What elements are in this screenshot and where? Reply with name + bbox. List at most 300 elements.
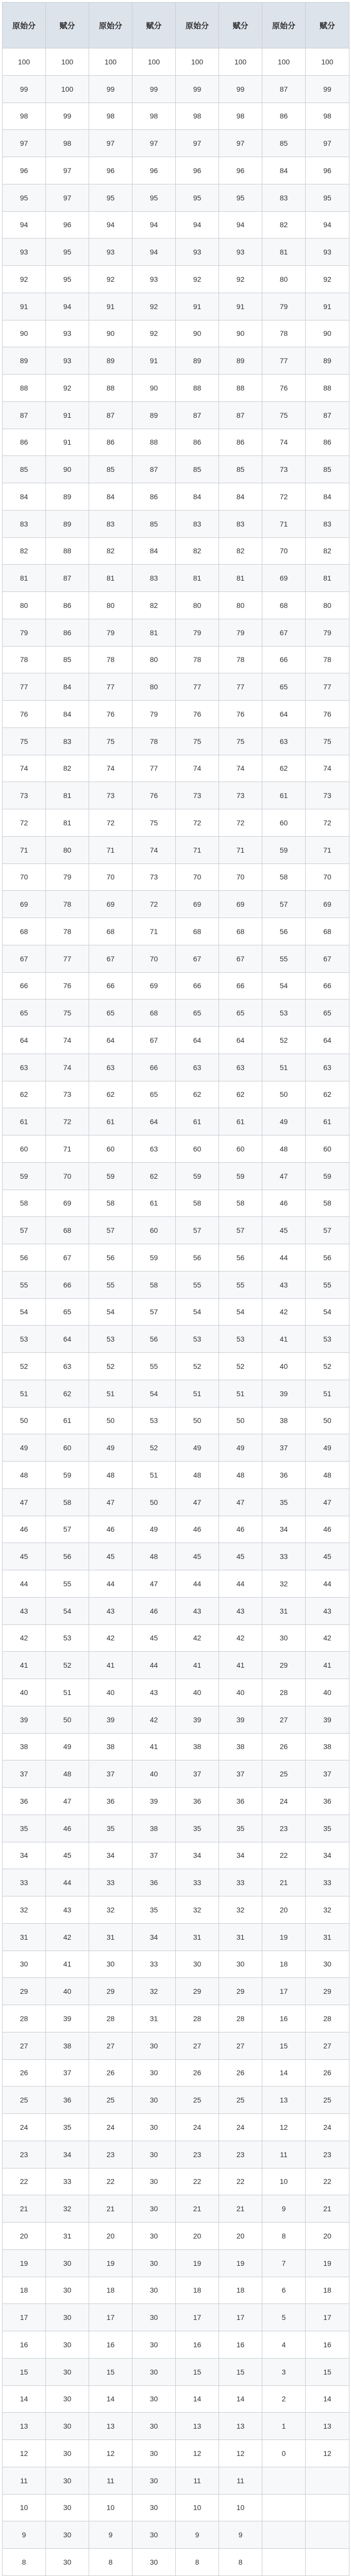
table-cell: 80 bbox=[132, 673, 176, 701]
table-row bbox=[3, 537, 349, 565]
table-cell: 25 bbox=[89, 2087, 132, 2114]
table-cell: 70 bbox=[3, 863, 46, 891]
table-cell: 77 bbox=[306, 673, 349, 701]
table-cell: 42 bbox=[89, 1624, 132, 1652]
table-cell: 88 bbox=[89, 375, 132, 402]
table-cell: 73 bbox=[89, 782, 132, 809]
table-cell: 72 bbox=[262, 483, 306, 511]
table-cell: 41 bbox=[262, 1326, 306, 1353]
table-cell: 44 bbox=[176, 1570, 219, 1598]
table-cell: 46 bbox=[262, 1190, 306, 1217]
table-row bbox=[3, 510, 349, 537]
table-cell: 30 bbox=[132, 2223, 176, 2250]
table-cell: 81 bbox=[46, 809, 89, 837]
table-row bbox=[3, 863, 349, 891]
table-cell: 13 bbox=[306, 2413, 349, 2440]
table-cell: 13 bbox=[3, 2413, 46, 2440]
table-cell: 83 bbox=[176, 510, 219, 537]
table-cell: 67 bbox=[46, 1244, 89, 1272]
table-cell: 46 bbox=[176, 1516, 219, 1543]
table-cell: 82 bbox=[262, 211, 306, 239]
table-row bbox=[3, 239, 349, 266]
table-cell: 81 bbox=[306, 565, 349, 592]
table-cell: 11 bbox=[3, 2467, 46, 2494]
table-cell: 36 bbox=[3, 1788, 46, 1815]
table-cell: 37 bbox=[176, 1760, 219, 1788]
table-cell: 15 bbox=[89, 2358, 132, 2385]
table-cell: 35 bbox=[306, 1815, 349, 1842]
header-cell-raw-score-1: 原始分 bbox=[3, 3, 46, 48]
table-cell: 28 bbox=[3, 2005, 46, 2032]
table-cell: 11 bbox=[176, 2467, 219, 2494]
table-cell: 30 bbox=[3, 1951, 46, 1978]
table-cell: 96 bbox=[46, 211, 89, 239]
table-cell: 79 bbox=[262, 293, 306, 320]
table-cell: 93 bbox=[219, 239, 262, 266]
header-cell-raw-score-4: 原始分 bbox=[262, 3, 306, 48]
table-row bbox=[3, 1244, 349, 1272]
table-cell: 48 bbox=[176, 1462, 219, 1489]
table-cell: 18 bbox=[219, 2277, 262, 2304]
table-cell: 61 bbox=[306, 1108, 349, 1136]
table-cell: 84 bbox=[132, 537, 176, 565]
table-cell: 49 bbox=[46, 1733, 89, 1760]
header-cell-assigned-score-2: 赋分 bbox=[132, 3, 176, 48]
table-cell: 41 bbox=[306, 1652, 349, 1679]
table-cell: 57 bbox=[89, 1217, 132, 1244]
table-cell: 77 bbox=[132, 755, 176, 782]
table-row bbox=[3, 1488, 349, 1516]
table-cell: 15 bbox=[176, 2358, 219, 2385]
table-cell: 95 bbox=[176, 184, 219, 211]
table-cell: 39 bbox=[46, 2005, 89, 2032]
table-cell: 33 bbox=[306, 1869, 349, 1896]
table-cell: 83 bbox=[219, 510, 262, 537]
table-cell: 26 bbox=[262, 1733, 306, 1760]
table-cell: 50 bbox=[89, 1407, 132, 1434]
table-cell: 57 bbox=[3, 1217, 46, 1244]
table-cell: 66 bbox=[89, 972, 132, 999]
table-cell: 37 bbox=[132, 1842, 176, 1869]
table-cell: 43 bbox=[306, 1597, 349, 1624]
table-cell: 34 bbox=[262, 1516, 306, 1543]
table-cell: 69 bbox=[89, 891, 132, 918]
table-cell: 69 bbox=[306, 891, 349, 918]
table-cell: 37 bbox=[3, 1760, 46, 1788]
table-cell: 58 bbox=[306, 1190, 349, 1217]
table-cell: 76 bbox=[46, 972, 89, 999]
table-cell: 75 bbox=[219, 727, 262, 755]
table-cell: 45 bbox=[132, 1624, 176, 1652]
table-cell: 31 bbox=[306, 1923, 349, 1951]
table-cell: 30 bbox=[262, 1624, 306, 1652]
table-cell: 23 bbox=[89, 2141, 132, 2168]
table-cell: 84 bbox=[262, 157, 306, 184]
table-cell: 57 bbox=[176, 1217, 219, 1244]
table-cell: 78 bbox=[306, 646, 349, 673]
table-row bbox=[3, 483, 349, 511]
table-cell: 30 bbox=[132, 2304, 176, 2331]
table-cell: 65 bbox=[219, 999, 262, 1027]
table-cell: 52 bbox=[262, 1027, 306, 1054]
table-cell: 92 bbox=[219, 266, 262, 293]
table-cell: 50 bbox=[46, 1706, 89, 1733]
table-cell: 56 bbox=[132, 1326, 176, 1353]
table-cell: 12 bbox=[306, 2440, 349, 2467]
table-cell: 70 bbox=[46, 1162, 89, 1190]
table-cell: 78 bbox=[262, 320, 306, 347]
table-cell: 71 bbox=[46, 1136, 89, 1163]
table-cell: 83 bbox=[3, 510, 46, 537]
table-cell: 30 bbox=[306, 1951, 349, 1978]
table-cell: 19 bbox=[89, 2249, 132, 2277]
table-cell: 91 bbox=[219, 293, 262, 320]
table-cell: 99 bbox=[219, 75, 262, 103]
table-cell: 89 bbox=[219, 347, 262, 375]
table-cell: 70 bbox=[219, 863, 262, 891]
table-cell: 83 bbox=[89, 510, 132, 537]
table-cell: 15 bbox=[219, 2358, 262, 2385]
table-row bbox=[3, 211, 349, 239]
table-cell: 16 bbox=[3, 2331, 46, 2359]
table-cell: 47 bbox=[176, 1488, 219, 1516]
table-cell: 81 bbox=[3, 565, 46, 592]
table-cell: 15 bbox=[3, 2358, 46, 2385]
table-cell: 5 bbox=[262, 2304, 306, 2331]
table-cell: 98 bbox=[89, 103, 132, 130]
table-cell: 31 bbox=[176, 1923, 219, 1951]
table-cell: 75 bbox=[46, 999, 89, 1027]
table-cell: 11 bbox=[219, 2467, 262, 2494]
table-cell: 41 bbox=[219, 1652, 262, 1679]
table-cell: 87 bbox=[46, 565, 89, 592]
table-cell: 14 bbox=[89, 2385, 132, 2413]
table-cell: 30 bbox=[132, 2549, 176, 2576]
table-cell: 37 bbox=[46, 2059, 89, 2087]
table-cell: 56 bbox=[3, 1244, 46, 1272]
table-cell: 22 bbox=[3, 2168, 46, 2195]
table-cell: 44 bbox=[3, 1570, 46, 1598]
table-cell: 44 bbox=[132, 1652, 176, 1679]
table-cell: 59 bbox=[3, 1162, 46, 1190]
table-cell: 75 bbox=[132, 809, 176, 837]
table-cell: 31 bbox=[262, 1597, 306, 1624]
table-cell: 57 bbox=[132, 1298, 176, 1326]
table-row bbox=[3, 1298, 349, 1326]
table-cell: 82 bbox=[219, 537, 262, 565]
table-cell: 23 bbox=[306, 2141, 349, 2168]
table-cell: 38 bbox=[46, 2032, 89, 2059]
table-cell: 81 bbox=[262, 239, 306, 266]
table-cell: 52 bbox=[176, 1353, 219, 1380]
table-row bbox=[3, 1815, 349, 1842]
table-cell: 55 bbox=[262, 945, 306, 972]
table-row bbox=[3, 2331, 349, 2359]
table-cell: 18 bbox=[306, 2277, 349, 2304]
table-cell: 74 bbox=[262, 429, 306, 456]
table-cell: 0 bbox=[262, 2440, 306, 2467]
table-cell: 83 bbox=[132, 565, 176, 592]
table-cell: 60 bbox=[46, 1434, 89, 1462]
table-cell: 69 bbox=[262, 565, 306, 592]
header-cell-assigned-score-3: 赋分 bbox=[219, 3, 262, 48]
table-cell: 95 bbox=[219, 184, 262, 211]
table-cell: 58 bbox=[46, 1488, 89, 1516]
table-cell: 16 bbox=[89, 2331, 132, 2359]
table-cell: 98 bbox=[306, 103, 349, 130]
table-cell: 51 bbox=[306, 1380, 349, 1407]
table-cell: 82 bbox=[3, 537, 46, 565]
table-cell: 45 bbox=[219, 1543, 262, 1570]
table-cell: 37 bbox=[89, 1760, 132, 1788]
table-cell: 43 bbox=[219, 1597, 262, 1624]
table-cell: 52 bbox=[219, 1353, 262, 1380]
table-row bbox=[3, 1679, 349, 1706]
table-cell: 56 bbox=[89, 1244, 132, 1272]
table-cell: 88 bbox=[3, 375, 46, 402]
table-cell: 52 bbox=[132, 1434, 176, 1462]
table-cell: 81 bbox=[176, 565, 219, 592]
table-cell: 15 bbox=[262, 2032, 306, 2059]
table-cell: 63 bbox=[262, 727, 306, 755]
table-cell: 26 bbox=[3, 2059, 46, 2087]
table-cell: 84 bbox=[46, 673, 89, 701]
table-row bbox=[3, 2059, 349, 2087]
table-cell: 53 bbox=[89, 1326, 132, 1353]
table-cell: 58 bbox=[132, 1271, 176, 1298]
table-cell: 16 bbox=[262, 2005, 306, 2032]
table-cell: 20 bbox=[89, 2223, 132, 2250]
table-cell: 10 bbox=[219, 2494, 262, 2521]
table-cell bbox=[306, 2521, 349, 2549]
table-cell: 94 bbox=[176, 211, 219, 239]
table-cell: 46 bbox=[46, 1815, 89, 1842]
table-cell: 95 bbox=[46, 239, 89, 266]
table-row bbox=[3, 1027, 349, 1054]
table-cell: 30 bbox=[132, 2032, 176, 2059]
table-cell: 74 bbox=[46, 1054, 89, 1081]
table-row bbox=[3, 1353, 349, 1380]
table-cell: 30 bbox=[46, 2331, 89, 2359]
table-cell: 30 bbox=[89, 1951, 132, 1978]
table-cell: 99 bbox=[306, 75, 349, 103]
table-row bbox=[3, 1923, 349, 1951]
table-row bbox=[3, 619, 349, 646]
table-cell: 60 bbox=[306, 1136, 349, 1163]
table-cell: 86 bbox=[306, 429, 349, 456]
table-cell: 31 bbox=[3, 1923, 46, 1951]
table-cell: 77 bbox=[3, 673, 46, 701]
table-row bbox=[3, 2549, 349, 2576]
table-cell: 85 bbox=[89, 456, 132, 483]
table-cell: 35 bbox=[132, 1896, 176, 1924]
table-cell: 79 bbox=[219, 619, 262, 646]
table-cell: 71 bbox=[89, 836, 132, 863]
table-cell: 34 bbox=[306, 1842, 349, 1869]
table-cell: 78 bbox=[219, 646, 262, 673]
table-cell: 54 bbox=[219, 1298, 262, 1326]
table-cell: 14 bbox=[306, 2385, 349, 2413]
table-cell bbox=[262, 2549, 306, 2576]
table-cell: 38 bbox=[3, 1733, 46, 1760]
table-cell: 3 bbox=[262, 2358, 306, 2385]
header-cell-raw-score-2: 原始分 bbox=[89, 3, 132, 48]
table-cell: 73 bbox=[132, 863, 176, 891]
table-cell: 47 bbox=[219, 1488, 262, 1516]
table-cell: 40 bbox=[89, 1679, 132, 1706]
table-cell: 40 bbox=[132, 1760, 176, 1788]
table-cell: 27 bbox=[89, 2032, 132, 2059]
table-cell: 64 bbox=[132, 1108, 176, 1136]
table-cell: 90 bbox=[306, 320, 349, 347]
table-cell: 62 bbox=[3, 1081, 46, 1108]
table-cell: 37 bbox=[262, 1434, 306, 1462]
table-cell: 43 bbox=[132, 1679, 176, 1706]
table-cell: 78 bbox=[46, 891, 89, 918]
table-row bbox=[3, 701, 349, 728]
table-cell: 30 bbox=[46, 2467, 89, 2494]
table-cell: 79 bbox=[132, 701, 176, 728]
table-cell: 63 bbox=[3, 1054, 46, 1081]
table-cell: 43 bbox=[176, 1597, 219, 1624]
table-row bbox=[3, 1842, 349, 1869]
table-cell: 92 bbox=[132, 293, 176, 320]
table-cell: 65 bbox=[46, 1298, 89, 1326]
table-cell: 92 bbox=[89, 266, 132, 293]
table-cell: 85 bbox=[306, 456, 349, 483]
table-cell: 86 bbox=[46, 592, 89, 619]
table-row bbox=[3, 75, 349, 103]
table-cell: 32 bbox=[89, 1896, 132, 1924]
table-cell: 85 bbox=[219, 456, 262, 483]
table-cell: 75 bbox=[262, 401, 306, 429]
table-cell: 30 bbox=[132, 2385, 176, 2413]
table-cell: 74 bbox=[176, 755, 219, 782]
table-cell: 33 bbox=[46, 2168, 89, 2195]
table-cell bbox=[306, 2494, 349, 2521]
table-row bbox=[3, 320, 349, 347]
table-cell: 10 bbox=[176, 2494, 219, 2521]
table-row bbox=[3, 727, 349, 755]
table-cell: 88 bbox=[132, 429, 176, 456]
table-cell: 62 bbox=[176, 1081, 219, 1108]
table-cell: 97 bbox=[89, 130, 132, 157]
table-cell: 16 bbox=[306, 2331, 349, 2359]
table-cell: 100 bbox=[132, 48, 176, 76]
table-cell: 54 bbox=[306, 1298, 349, 1326]
table-cell: 70 bbox=[262, 537, 306, 565]
table-cell: 41 bbox=[46, 1951, 89, 1978]
table-cell: 22 bbox=[219, 2168, 262, 2195]
table-cell: 30 bbox=[46, 2521, 89, 2549]
table-cell: 41 bbox=[132, 1733, 176, 1760]
table-cell: 86 bbox=[132, 483, 176, 511]
table-cell: 66 bbox=[176, 972, 219, 999]
table-cell: 68 bbox=[132, 999, 176, 1027]
table-cell: 20 bbox=[262, 1896, 306, 1924]
table-cell: 89 bbox=[89, 347, 132, 375]
table-cell: 70 bbox=[176, 863, 219, 891]
table-cell: 9 bbox=[176, 2521, 219, 2549]
table-cell: 93 bbox=[46, 347, 89, 375]
table-cell: 30 bbox=[219, 1951, 262, 1978]
table-cell: 79 bbox=[176, 619, 219, 646]
table-cell: 72 bbox=[89, 809, 132, 837]
table-cell: 12 bbox=[89, 2440, 132, 2467]
table-row bbox=[3, 2467, 349, 2494]
table-cell: 86 bbox=[46, 619, 89, 646]
table-cell: 28 bbox=[89, 2005, 132, 2032]
table-cell: 49 bbox=[306, 1434, 349, 1462]
table-cell: 90 bbox=[219, 320, 262, 347]
table-cell: 40 bbox=[306, 1679, 349, 1706]
table-cell: 64 bbox=[89, 1027, 132, 1054]
table-cell: 52 bbox=[3, 1353, 46, 1380]
table-cell: 28 bbox=[176, 2005, 219, 2032]
table-cell: 68 bbox=[89, 918, 132, 945]
table-row bbox=[3, 2114, 349, 2141]
table-cell: 49 bbox=[176, 1434, 219, 1462]
table-cell: 12 bbox=[262, 2114, 306, 2141]
table-cell: 51 bbox=[219, 1380, 262, 1407]
table-cell: 4 bbox=[262, 2331, 306, 2359]
table-row bbox=[3, 401, 349, 429]
table-cell: 36 bbox=[176, 1788, 219, 1815]
table-cell: 23 bbox=[3, 2141, 46, 2168]
table-cell: 42 bbox=[306, 1624, 349, 1652]
table-cell: 83 bbox=[262, 184, 306, 211]
table-row bbox=[3, 2413, 349, 2440]
table-cell: 96 bbox=[219, 157, 262, 184]
table-cell: 71 bbox=[262, 510, 306, 537]
table-cell: 68 bbox=[262, 592, 306, 619]
table-cell: 96 bbox=[306, 157, 349, 184]
table-cell: 1 bbox=[262, 2413, 306, 2440]
table-cell: 98 bbox=[132, 103, 176, 130]
table-row bbox=[3, 2087, 349, 2114]
table-cell: 34 bbox=[46, 2141, 89, 2168]
table-cell: 94 bbox=[3, 211, 46, 239]
table-cell: 37 bbox=[219, 1760, 262, 1788]
table-cell: 50 bbox=[219, 1407, 262, 1434]
table-cell: 92 bbox=[3, 266, 46, 293]
table-cell: 89 bbox=[3, 347, 46, 375]
header-cell-assigned-score-4: 赋分 bbox=[306, 3, 349, 48]
table-cell: 97 bbox=[176, 130, 219, 157]
table-cell: 57 bbox=[306, 1217, 349, 1244]
table-cell: 96 bbox=[176, 157, 219, 184]
table-cell: 23 bbox=[262, 1815, 306, 1842]
table-cell: 85 bbox=[3, 456, 46, 483]
table-cell: 36 bbox=[306, 1788, 349, 1815]
table-row bbox=[3, 1054, 349, 1081]
table-row bbox=[3, 1190, 349, 1217]
table-cell: 94 bbox=[219, 211, 262, 239]
table-row bbox=[3, 2223, 349, 2250]
table-cell: 87 bbox=[219, 401, 262, 429]
table-cell: 40 bbox=[176, 1679, 219, 1706]
table-row bbox=[3, 1978, 349, 2005]
table-cell: 95 bbox=[132, 184, 176, 211]
table-cell: 73 bbox=[262, 456, 306, 483]
table-cell: 47 bbox=[89, 1488, 132, 1516]
table-row bbox=[3, 293, 349, 320]
table-cell: 22 bbox=[262, 1842, 306, 1869]
table-cell: 25 bbox=[306, 2087, 349, 2114]
table-cell: 48 bbox=[219, 1462, 262, 1489]
table-cell: 51 bbox=[3, 1380, 46, 1407]
table-cell: 10 bbox=[262, 2168, 306, 2195]
